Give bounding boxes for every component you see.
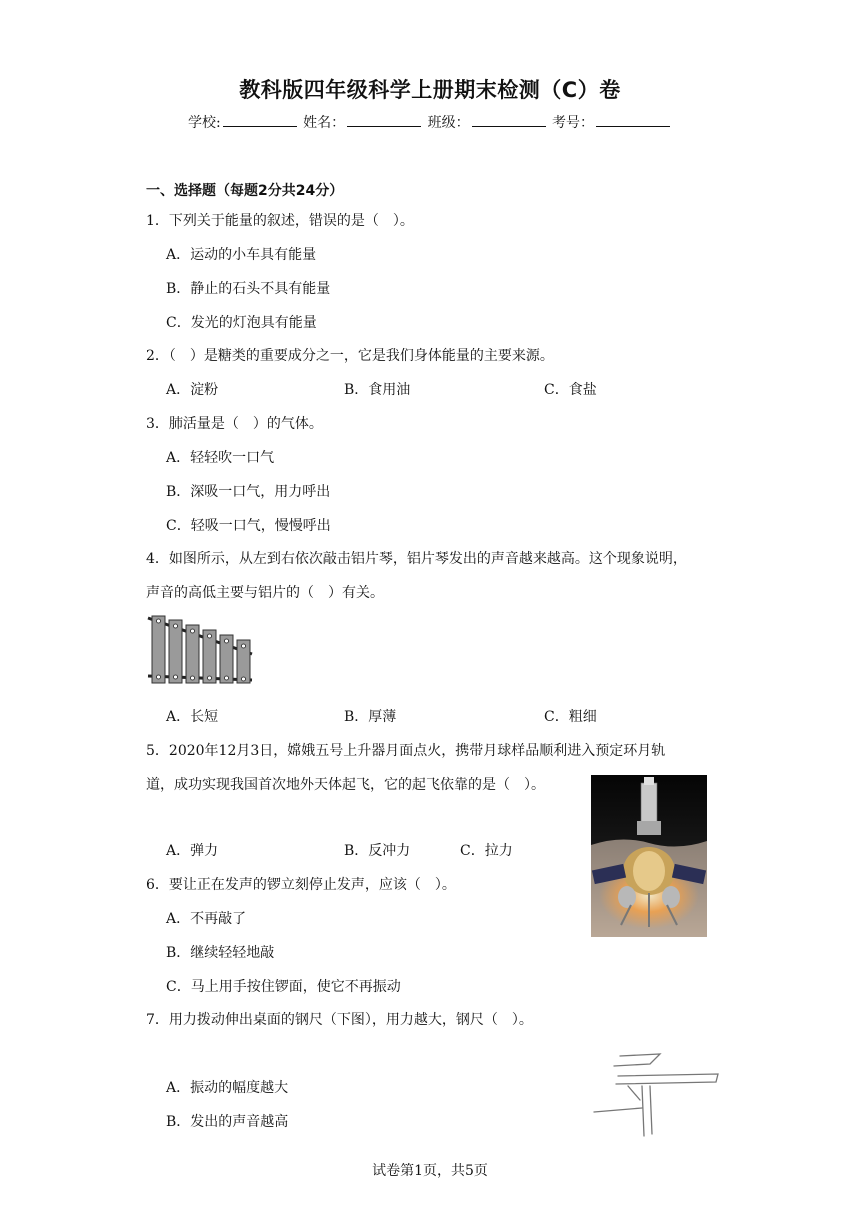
question-5: 5．2020年12月3日，嫦娥五号上升器月面点火，携带月球样品顺利进入预定环月轨 — [146, 743, 666, 759]
class-label: 班级： — [427, 115, 470, 131]
q6-option-a: A．不再敲了 — [166, 911, 247, 927]
q3-option-b: B．深吸一口气，用力呼出 — [166, 484, 331, 500]
school-blank[interactable] — [223, 112, 297, 127]
q4-option-a: A．长短 — [166, 709, 219, 725]
question-7: 7．用力拨动伸出桌面的钢尺（下图），用力越大，钢尺（ ）。 — [146, 1012, 533, 1028]
question-3: 3．肺活量是（ ）的气体。 — [146, 416, 323, 432]
exam-no-label: 考号： — [552, 115, 595, 131]
q1-option-a: A．运动的小车具有能量 — [166, 247, 317, 263]
exam-no-blank[interactable] — [596, 112, 670, 127]
name-blank[interactable] — [347, 112, 421, 127]
q5-option-b: B．反冲力 — [344, 843, 411, 859]
question-2: 2．（ ）是糖类的重要成分之一，它是我们身体能量的主要来源。 — [146, 348, 554, 364]
q6-option-b: B．继续轻轻地敲 — [166, 945, 275, 961]
class-blank[interactable] — [472, 112, 546, 127]
student-info-line — [0, 112, 860, 132]
exam-title: 教科版四年级科学上册期末检测（C）卷 — [239, 78, 621, 102]
section-heading: 一、选择题（每题2分共24分） — [146, 183, 344, 199]
question-6: 6．要让正在发声的锣立刻停止发声，应该（ ）。 — [146, 877, 456, 893]
q5-option-a: A．弹力 — [166, 843, 219, 859]
page-footer: 试卷第1页，共5页 — [372, 1163, 488, 1179]
q6-option-c: C．马上用手按住锣面，使它不再振动 — [166, 979, 401, 995]
ruler-on-desk-figure — [590, 1050, 730, 1142]
q7-option-b: B．发出的声音越高 — [166, 1114, 289, 1130]
q2-option-a: A．淀粉 — [166, 382, 219, 398]
q2-option-c: C．食盐 — [544, 382, 597, 398]
q4-option-b: B．厚薄 — [344, 709, 397, 725]
q5-option-c: C．拉力 — [460, 843, 513, 859]
lunar-ascender-photo — [591, 775, 707, 937]
question-1: 1．下列关于能量的叙述，错误的是（ ）。 — [146, 213, 414, 229]
q3-option-c: C．轻吸一口气，慢慢呼出 — [166, 518, 331, 534]
name-label: 姓名： — [303, 115, 346, 131]
q4-option-c: C．粗细 — [544, 709, 597, 725]
question-4-cont: 声音的高低主要与铝片的（ ）有关。 — [146, 585, 384, 601]
school-label: 学校: — [187, 115, 221, 131]
question-5-cont: 道，成功实现我国首次地外天体起飞，它的起飞依靠的是（ ）。 — [146, 777, 545, 793]
question-4: 4．如图所示，从左到右依次敲击铝片琴，铝片琴发出的声音越来越高。这个现象说明， — [146, 551, 687, 567]
q7-option-a: A．振动的幅度越大 — [166, 1080, 289, 1096]
q1-option-b: B．静止的石头不具有能量 — [166, 281, 331, 297]
q3-option-a: A．轻轻吹一口气 — [166, 450, 275, 466]
q1-option-c: C．发光的灯泡具有能量 — [166, 315, 317, 331]
xylophone-figure — [144, 612, 256, 688]
q2-option-b: B．食用油 — [344, 382, 411, 398]
